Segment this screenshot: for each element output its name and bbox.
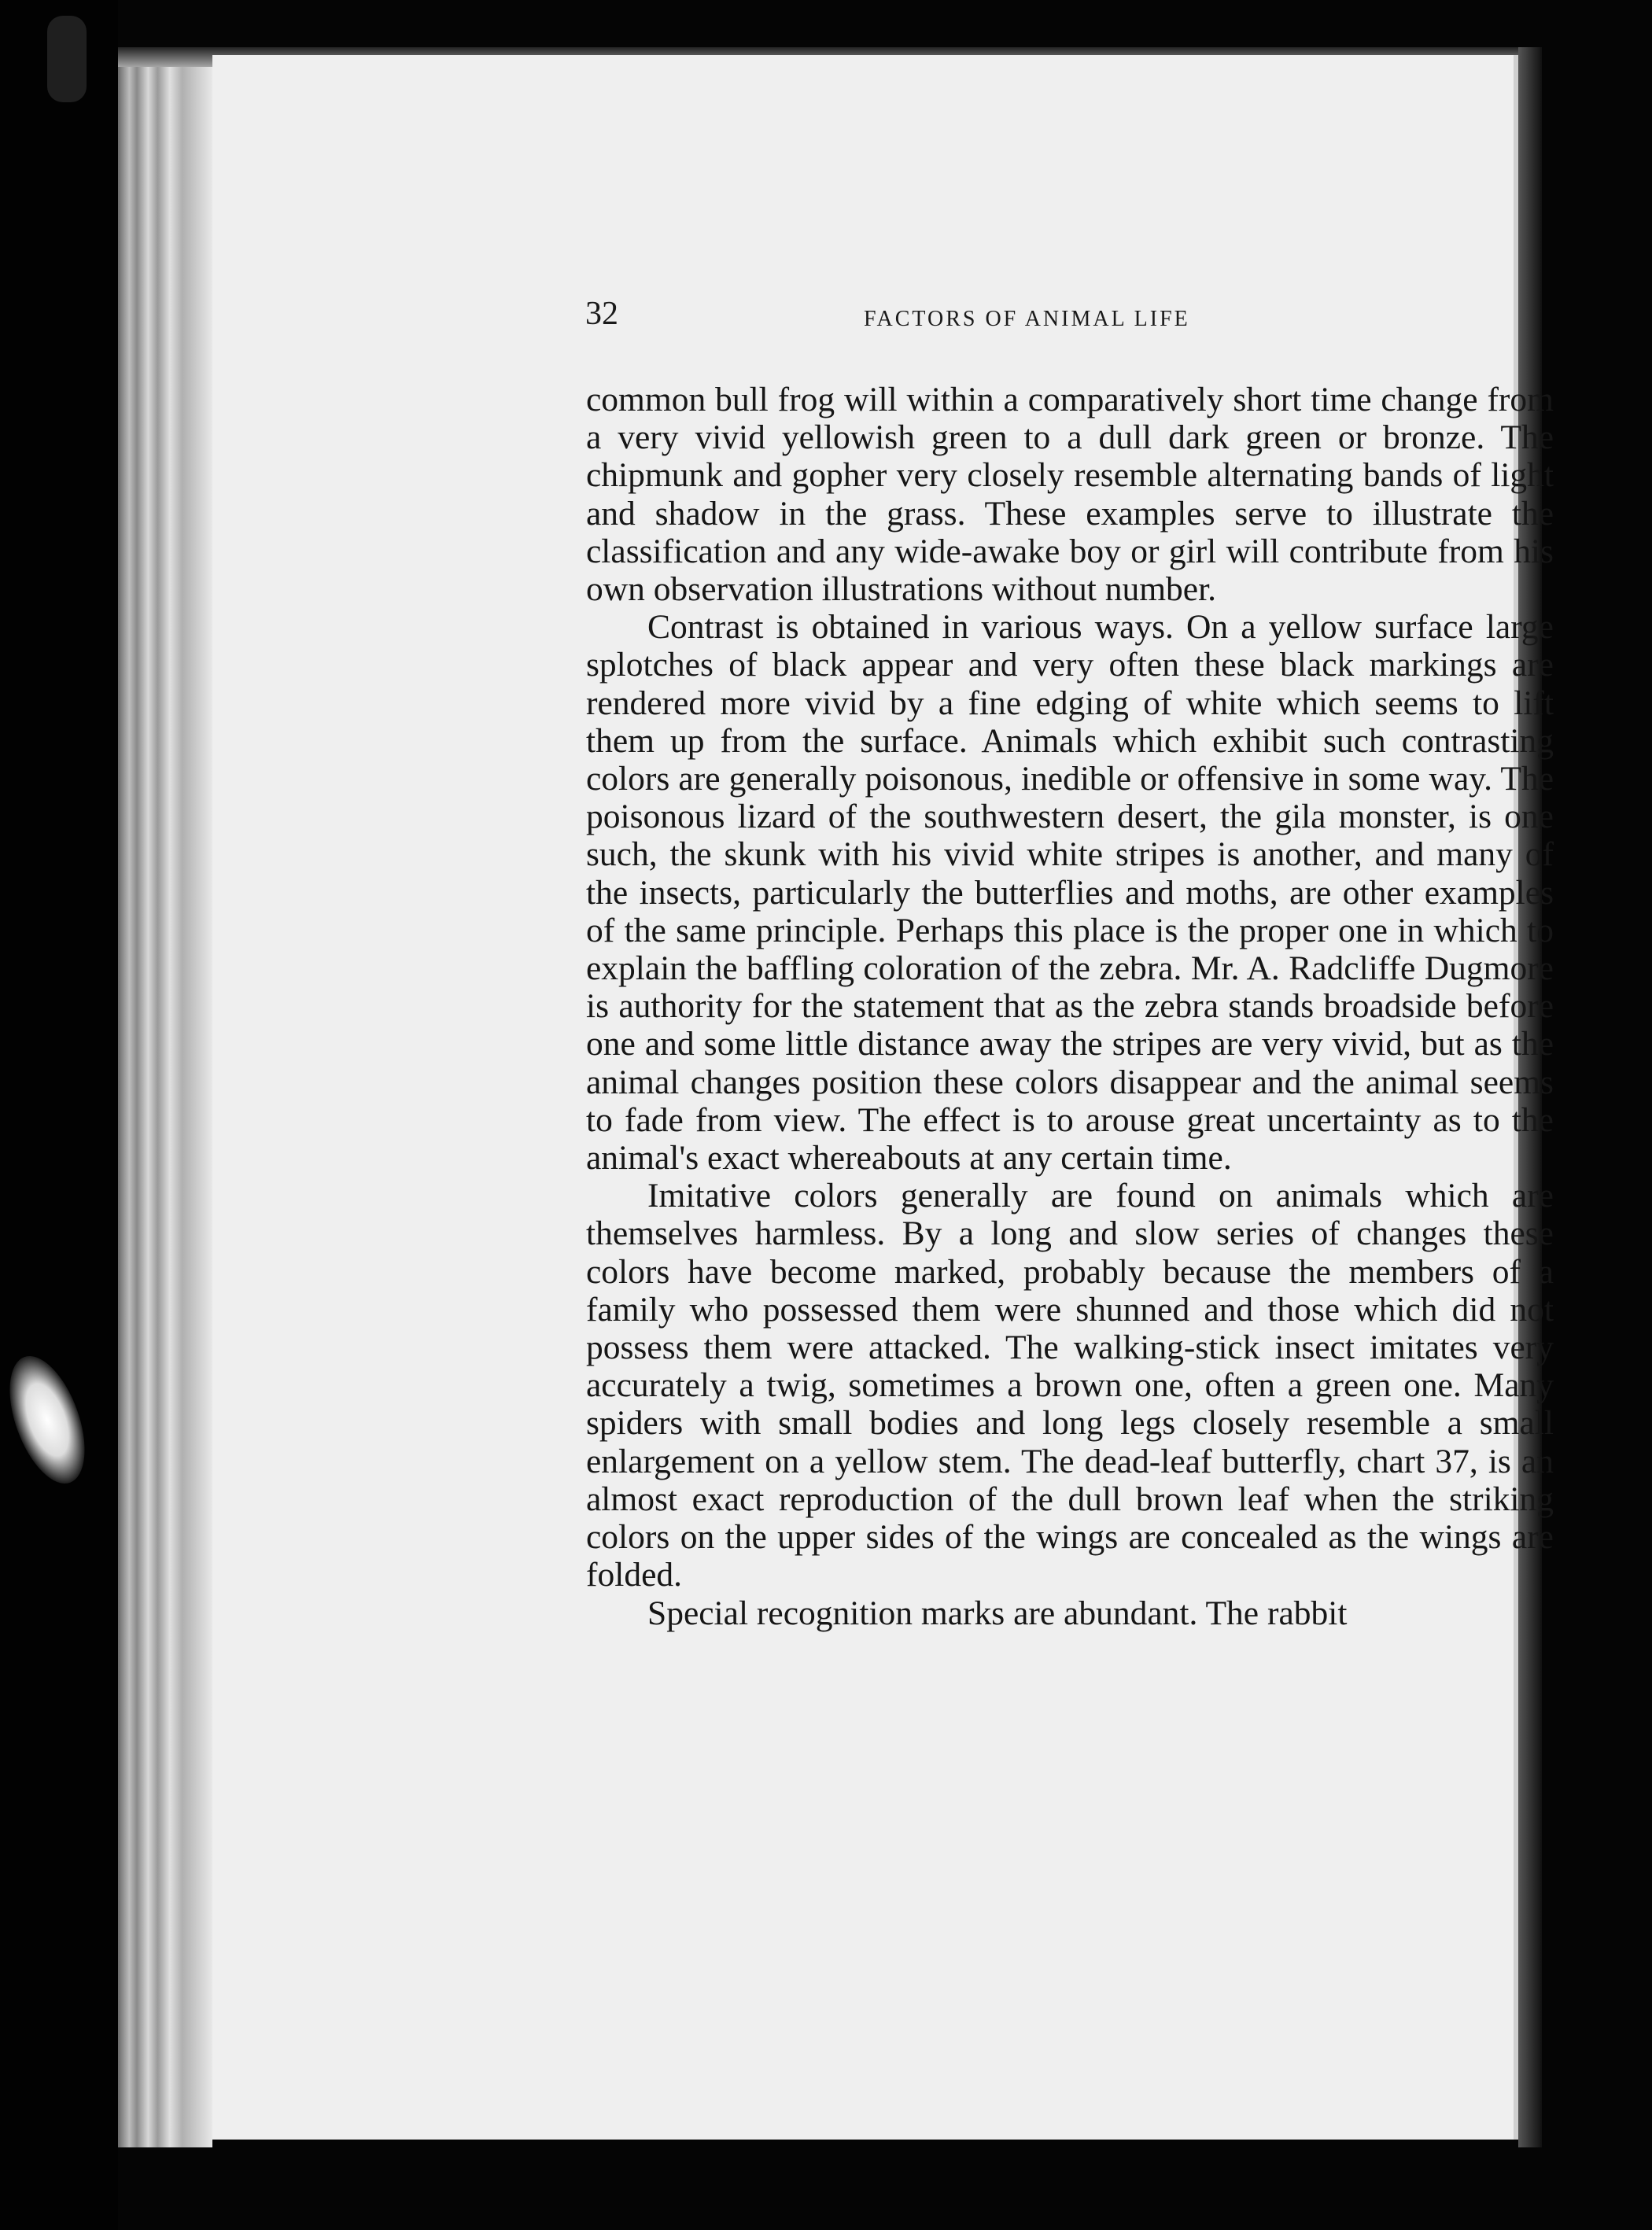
running-head: FACTORS OF ANIMAL LIFE	[864, 307, 1190, 331]
paragraph-1: common bull frog will within a comparatively short time change from a very vivid yellowish green to a dull dark green or bronze. The chipmunk and gopher very closely resemble alternating bands of light and shadow in the grass. These examples serve to illustrate the classification and any wide-awake boy or girl will contribute from his own observation illustrations without number.	[586, 381, 1554, 609]
body-text	[586, 381, 1554, 1632]
paragraph-2: Contrast is obtained in various ways. On a yellow surface large splotches of black appear and very often these black markings are rendered more vivid by a fine edging of white which seems to lift them up from the surface. Animals which exhibit such contrasting colors are generally poisonous, inedible or offensive in some way. The poisonous lizard of the southwestern desert, the gila monster, is one such, the skunk with his vivid white stripes is another, and many of the insects, particularly the butterflies and moths, are other examples of the same principle. Perhaps this place is the proper one in which to explain the baffling coloration of the zebra. Mr. A. Radcliffe Dugmore is authority for the statement that as the zebra stands broadside before one and some little distance away the stripes are very vivid, but as the animal changes position these colors disappear and the animal seems to fade from view. The effect is to arouse great uncertainty as to the animal's exact whereabouts at any certain time.	[586, 608, 1554, 1178]
scan-smudge	[47, 16, 87, 102]
scanner-background	[0, 0, 118, 2230]
book-page-edges	[118, 67, 212, 2147]
paragraph-4: Special recognition marks are abundant. The rabbit	[647, 1594, 1348, 1632]
page-number: 32	[585, 296, 618, 332]
paragraph-3: Imitative colors generally are found on animals which are themselves harmless. By a long and slow series of changes these colors have become marked, probably because the members of a family who possessed them were shunned and those which did not possess them were attacked. The walking-stick insect imitates very accurately a twig, sometimes a brown one, often a green one. Many spiders with small bodies and long legs closely resemble a small enlargement on a yellow stem. The dead-leaf butterfly, chart 37, is an almost exact reproduction of the dull brown leaf when the striking colors on the upper sides of the wings are concealed as the wings are folded.	[586, 1177, 1554, 1594]
